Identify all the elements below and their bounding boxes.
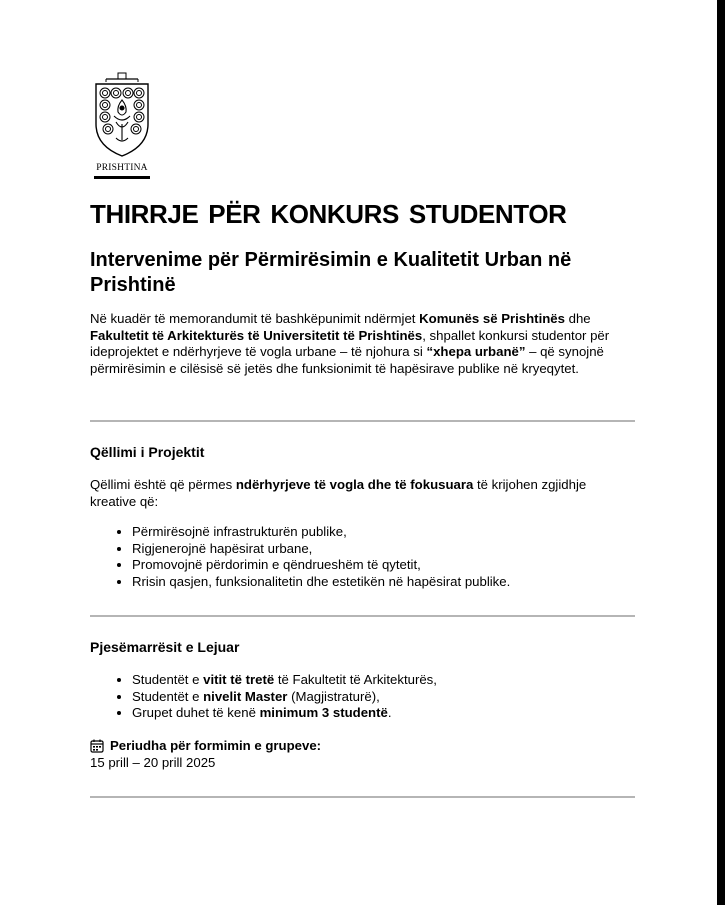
- calendar-icon: [90, 739, 104, 753]
- list-text: Studentët e: [132, 672, 204, 687]
- prishtina-coat-of-arms-icon: [92, 72, 152, 180]
- list-text: Grupet duhet të kenë: [132, 705, 260, 720]
- goal-bold: ndërhyrjeve të vogla dhe të fokusuara: [235, 477, 474, 492]
- logo-text: PRISHTINA: [96, 163, 148, 173]
- intro-bold: “xhepa urbanë”: [426, 344, 526, 359]
- goal-list: [114, 524, 510, 590]
- list-item: • Rrisin qasjen, funksionalitetin dhe estetikën në hapësirat publike.: [132, 574, 510, 591]
- list-text: .: [387, 705, 392, 720]
- list-text: (Magjistraturë),: [287, 688, 380, 704]
- list-item: • Përmirësojnë infrastrukturën publike,: [132, 524, 510, 541]
- list-item: [132, 672, 437, 689]
- period-title: [90, 738, 321, 753]
- intro-text: , shpallet konkursi studentor për ideprojektet e ndërhyrjeve të vogla urbane – të njohura si: [90, 327, 610, 359]
- goal-text: Qëllimi është që përmes: [90, 477, 236, 492]
- logo-underline: [94, 176, 150, 179]
- period-value: 15 prill – 20 prill 2025: [90, 755, 216, 770]
- divider: [90, 420, 635, 422]
- page-title: THIRRJE PËR KONKURS STUDENTOR: [90, 199, 567, 229]
- divider: [90, 796, 635, 798]
- list-item: • Promovojnë përdorimin e qëndrueshëm të qytetit,: [132, 557, 510, 574]
- intro-bold: Fakultetit të Arkitekturës të Universitetit të Prishtinës: [90, 327, 423, 343]
- section-heading-goal: Qëllimi i Projektit: [90, 444, 205, 460]
- intro-paragraph: [90, 311, 635, 377]
- intro-text: – që synojnë përmirësimin e cilësisë së jetës dhe funksionimit të hapësirave publike në kryeqytet.: [90, 344, 604, 376]
- participants-list: [114, 672, 437, 722]
- list-item: [132, 689, 437, 706]
- list-text: të Fakultetit të Arkitekturës,: [274, 672, 437, 687]
- intro-text: dhe: [564, 311, 591, 326]
- section-heading-participants: Pjesëmarrësit e Lejuar: [90, 639, 240, 655]
- list-item: [132, 705, 437, 722]
- list-item: • Rigjenerojnë hapësirat urbane,: [132, 541, 510, 558]
- goal-paragraph: [90, 477, 635, 510]
- divider: [90, 615, 635, 617]
- page-subtitle: Intervenime për Përmirësimin e Kualitetit Urban në Prishtinë: [90, 249, 572, 296]
- period-title-text: Periudha për formimin e grupeve:: [110, 738, 322, 753]
- list-bold: vitit të tretë: [203, 672, 275, 687]
- list-text: Studentët e: [132, 688, 204, 704]
- goal-text: të krijohen zgjidhje kreative që:: [90, 477, 587, 509]
- intro-text: Në kuadër të memorandumit të bashkëpunimit ndërmjet: [90, 311, 420, 326]
- intro-bold: Komunës së Prishtinës: [419, 311, 565, 326]
- list-bold: nivelit Master: [203, 688, 288, 704]
- list-bold: minimum 3 studentë: [259, 705, 388, 720]
